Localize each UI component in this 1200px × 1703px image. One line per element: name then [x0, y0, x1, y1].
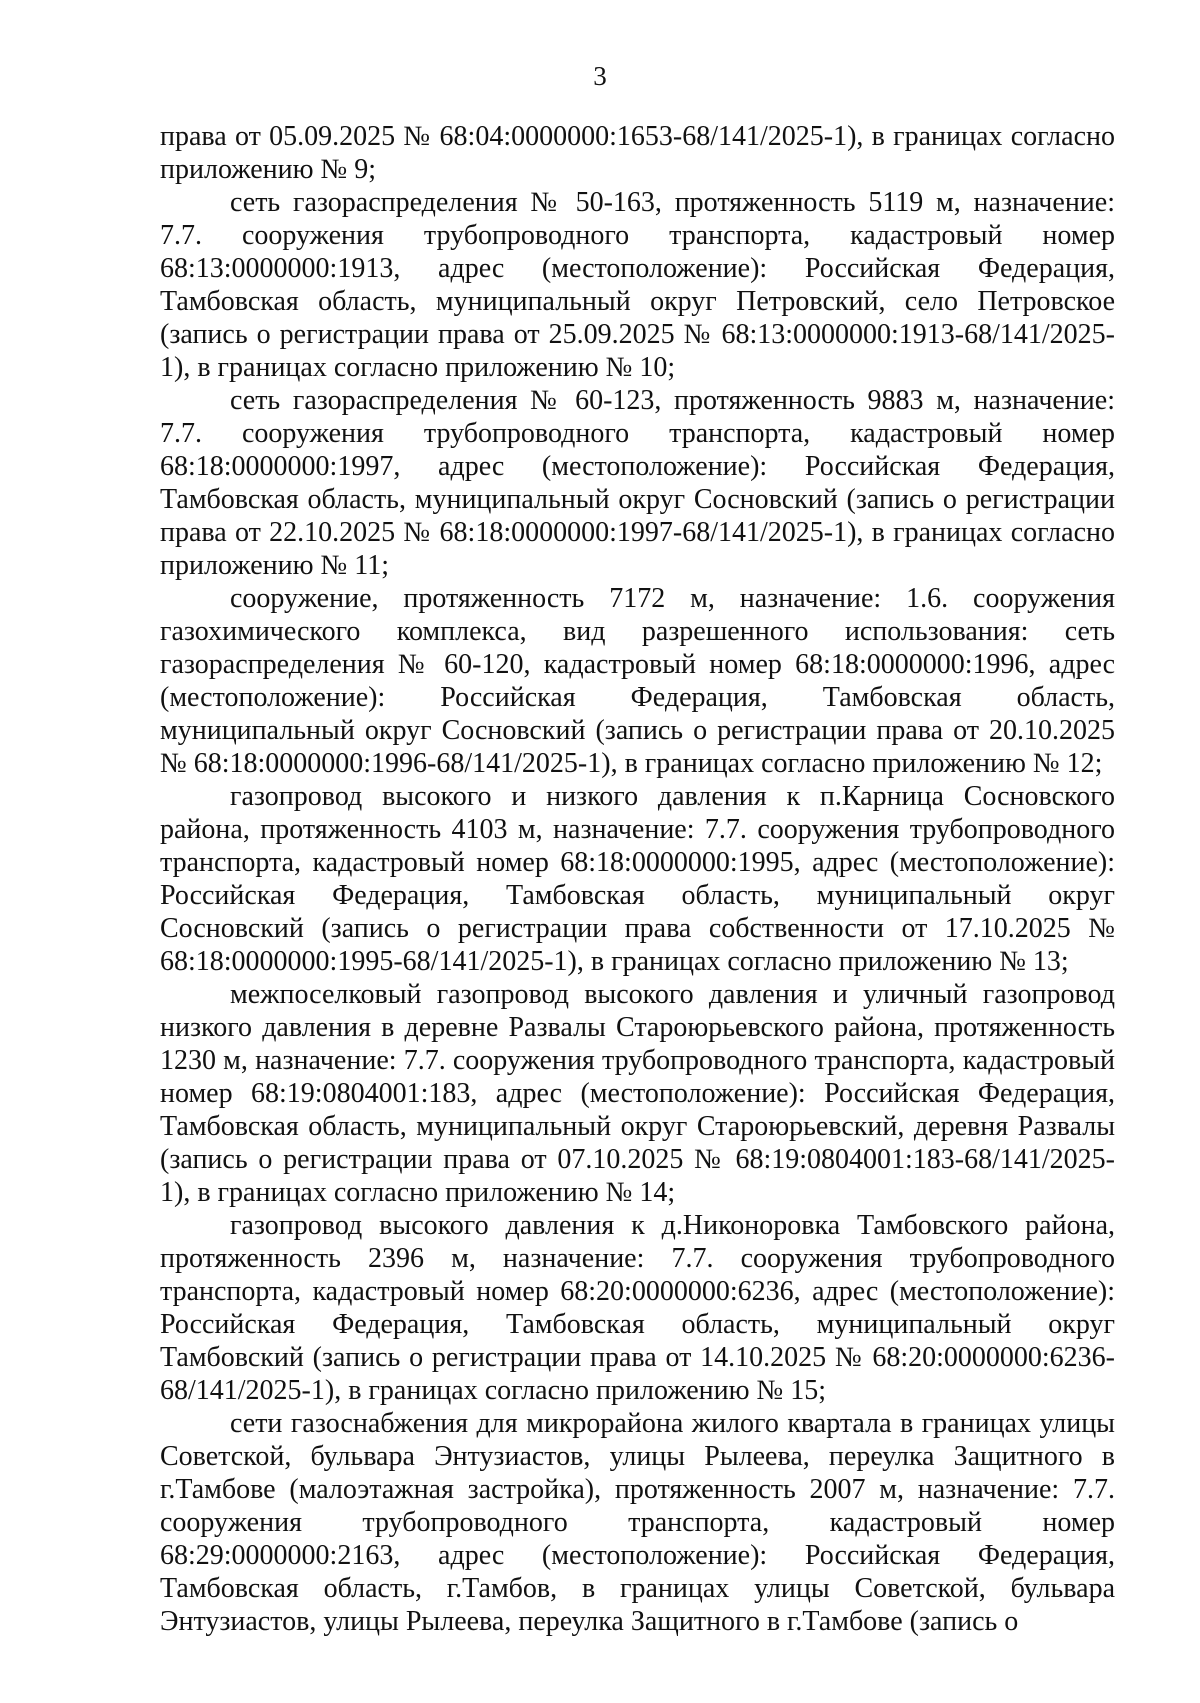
paragraph-pipeline-nikonorovka: газопровод высокого давления к д.Никоноровка Тамбовского района, протяженность 2396 м, назначение: 7.7. сооружения трубопроводного транспорта, кадастровый номер 68:20:0000000:6236, адрес (местоположение): Российская Федерация, Тамбовская область, муниципальный округ Тамбовский (запись о регистрации права от 14.10.2025 № 68:20:0000000:6236-68/141/2025-1), в границах согласно приложению № 15;: [160, 1210, 1115, 1406]
page-number: 3: [593, 61, 607, 91]
paragraph-gas-supply-tambov: сети газоснабжения для микрорайона жилого квартала в границах улицы Советской, бульвара Энтузиастов, улицы Рылеева, переулка Защитного в г.Тамбове (малоэтажная застройка), протяженность 2007 м, назначение: 7.7. сооружения трубопроводного транспорта, кадастровый номер 68:29:0000000:2163, адрес (местоположение): Российская Федерация, Тамбовская область, г.Тамбов, в границах улицы Советской, бульвара Энтузиастов, улицы Рылеева, переулка Защитного в г.Тамбове (запись о: [160, 1408, 1115, 1637]
paragraph-pipeline-razvaly: межпоселковый газопровод высокого давления и уличный газопровод низкого давления в деревне Развалы Староюрьевского района, протяженность 1230 м, назначение: 7.7. сооружения трубопроводного транспорта, кадастровый номер 68:19:0804001:183, адрес (местоположение): Российская Федерация, Тамбовская область, муниципальный округ Староюрьевский, деревня Развалы (запись о регистрации права от 07.10.2025 № 68:19:0804001:183-68/141/2025-1), в границах согласно приложению № 14;: [160, 979, 1115, 1208]
paragraph-structure-60-120: сооружение, протяженность 7172 м, назначение: 1.6. сооружения газохимического комплекса, вид разрешенного использования: сеть газораспределения № 60-120, кадастровый номер 68:18:0000000:1996, адрес (местоположение): Российская Федерация, Тамбовская область, муниципальный округ Сосновский (запись о регистрации права от 20.10.2025 № 68:18:0000000:1996-68/141/2025-1), в границах согласно приложению № 12;: [160, 583, 1115, 779]
document-body: [160, 120, 1115, 1638]
paragraph-continuation: права от 05.09.2025 № 68:04:0000000:1653-68/141/2025-1), в границах согласно приложению № 9;: [160, 121, 1115, 185]
paragraph-gas-network-60-123: сеть газораспределения № 60-123, протяженность 9883 м, назначение: 7.7. сооружения трубопроводного транспорта, кадастровый номер 68:18:0000000:1997, адрес (местоположение): Российская Федерация, Тамбовская область, муниципальный округ Сосновский (запись о регистрации права от 22.10.2025 № 68:18:0000000:1997-68/141/2025-1), в границах согласно приложению № 11;: [160, 385, 1115, 581]
paragraph-pipeline-karnitsa: газопровод высокого и низкого давления к п.Карница Сосновского района, протяженность 4103 м, назначение: 7.7. сооружения трубопроводного транспорта, кадастровый номер 68:18:0000000:1995, адрес (местоположение): Российская Федерация, Тамбовская область, муниципальный округ Сосновский (запись о регистрации права собственности от 17.10.2025 № 68:18:0000000:1995-68/141/2025-1), в границах согласно приложению № 13;: [160, 781, 1115, 977]
paragraph-gas-network-50-163: сеть газораспределения № 50-163, протяженность 5119 м, назначение: 7.7. сооружения трубопроводного транспорта, кадастровый номер 68:13:0000000:1913, адрес (местоположение): Российская Федерация, Тамбовская область, муниципальный округ Петровский, село Петровское (запись о регистрации права от 25.09.2025 № 68:13:0000000:1913-68/141/2025-1), в границах согласно приложению № 10;: [160, 187, 1115, 383]
